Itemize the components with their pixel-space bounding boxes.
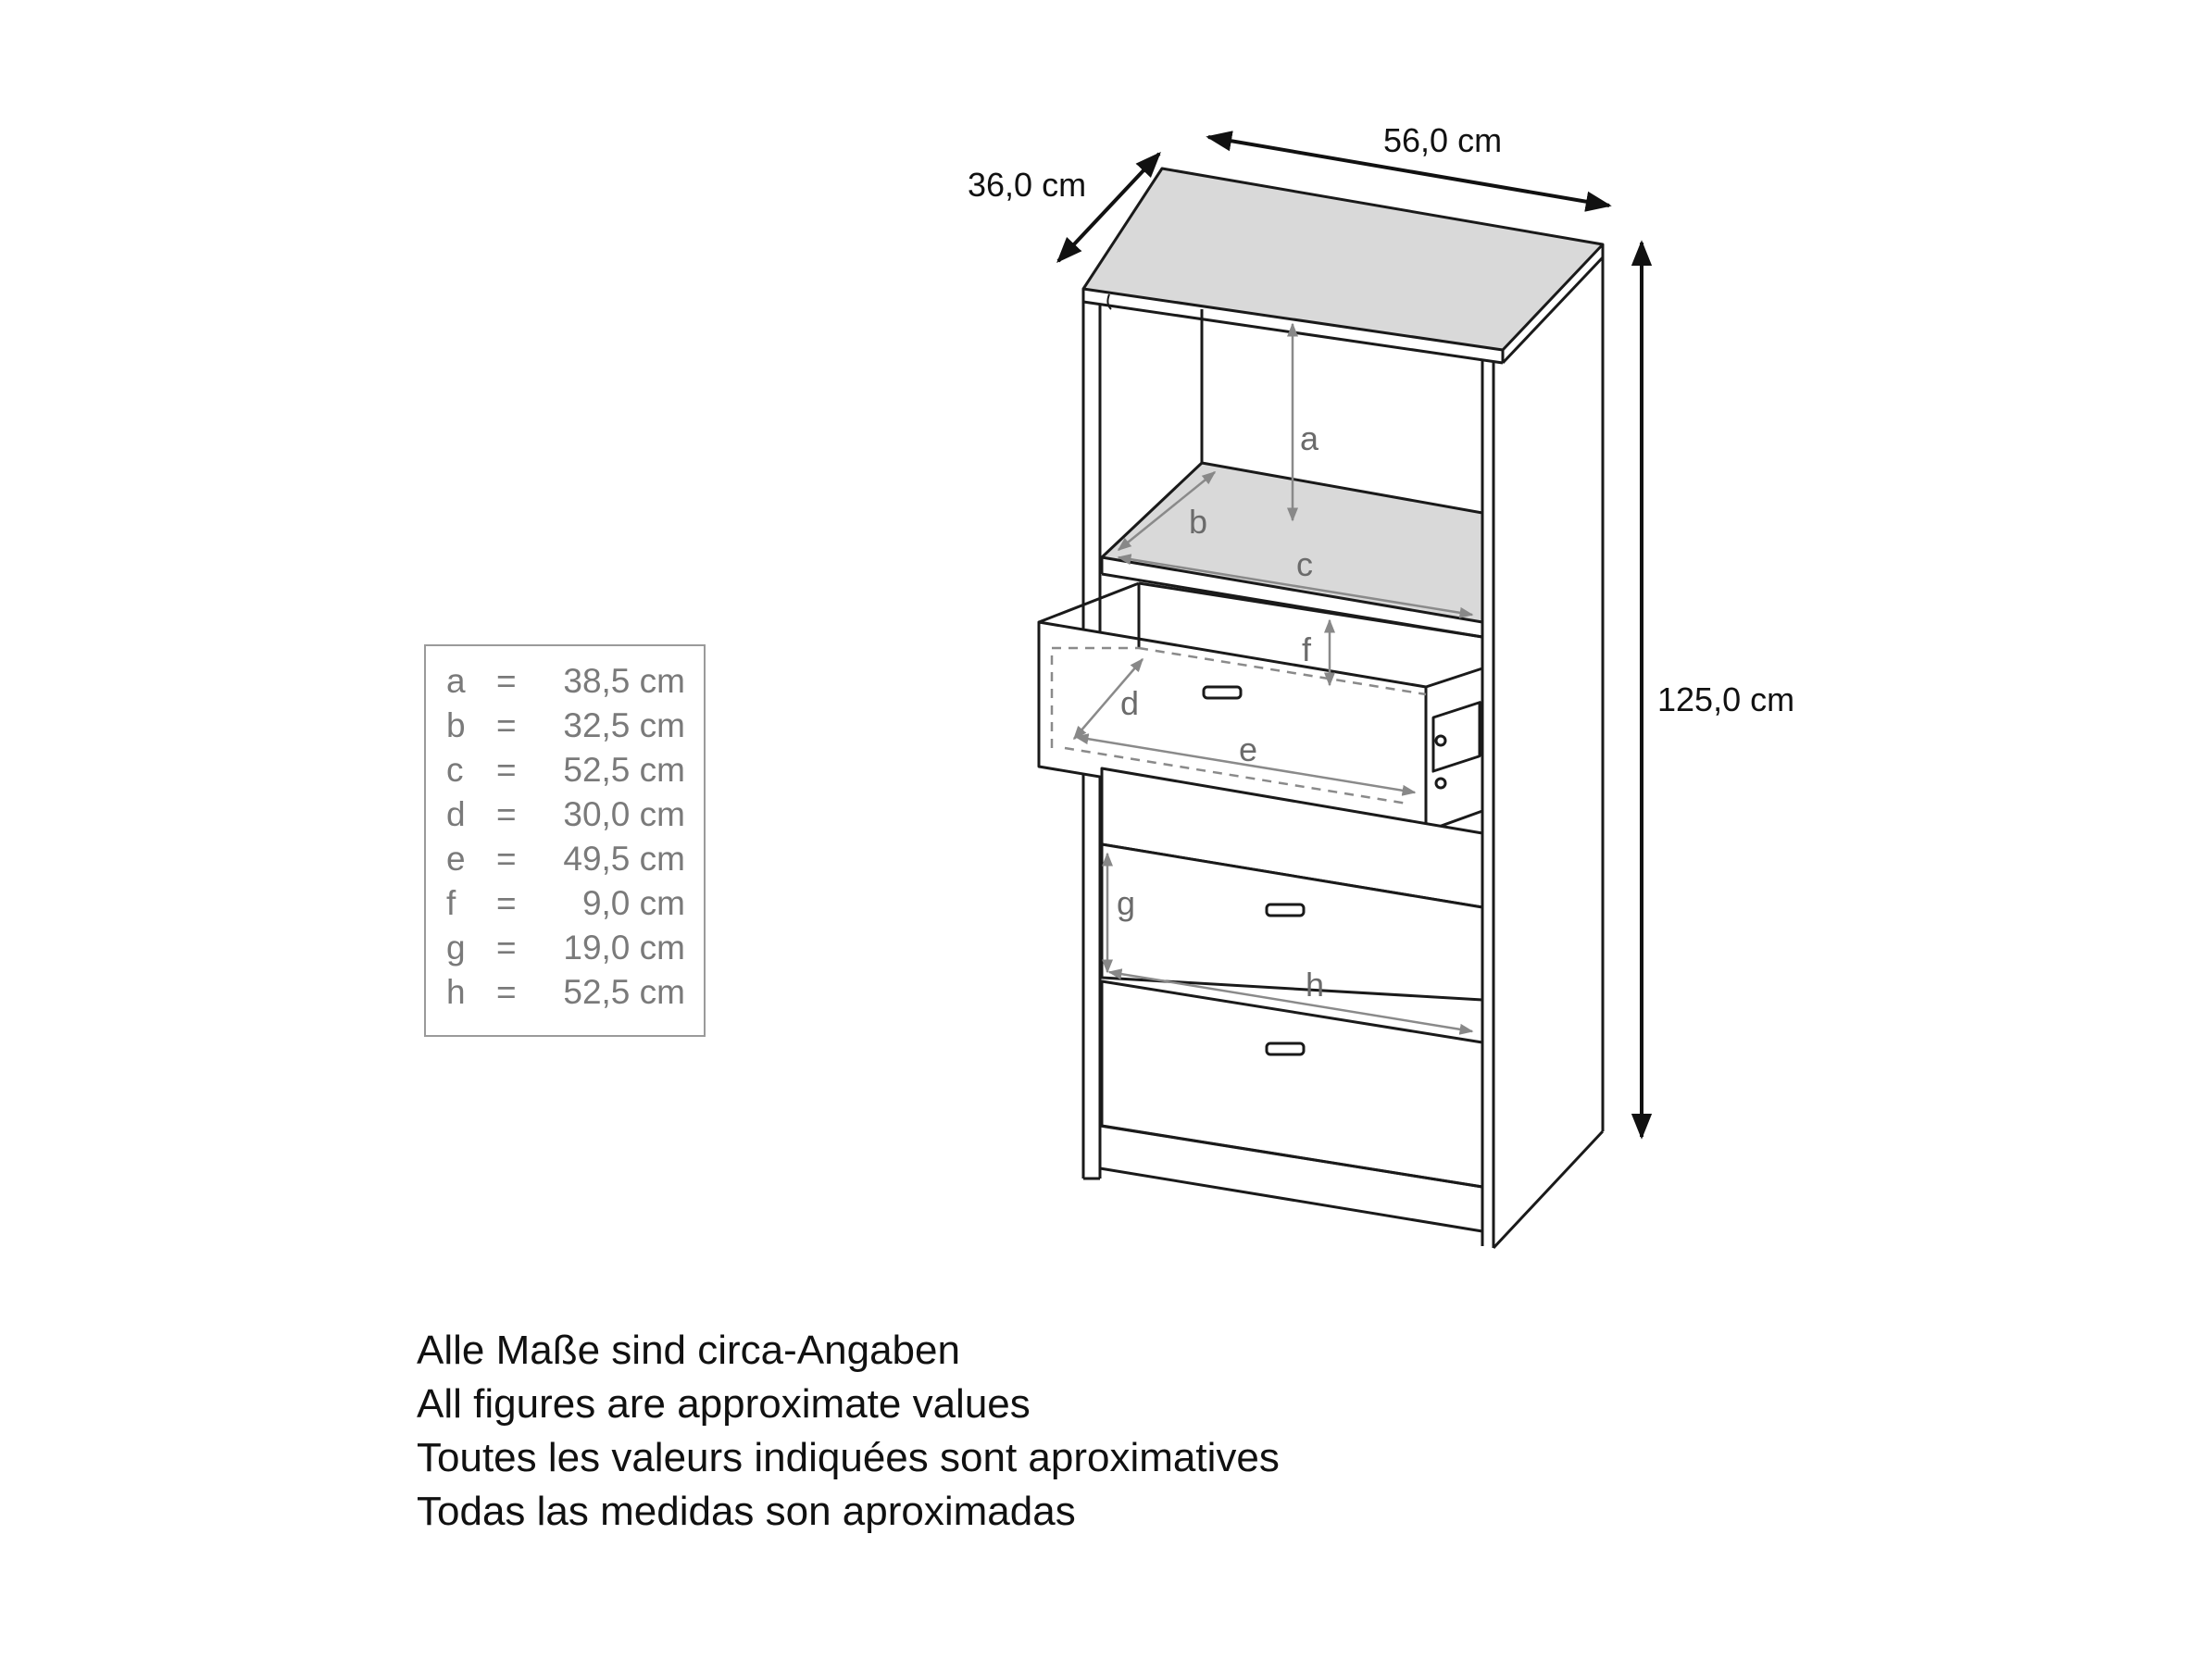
height-label: 125,0 cm [1657, 680, 1795, 718]
handle-icon [1267, 1043, 1304, 1054]
width-label: 56,0 cm [1383, 121, 1503, 159]
legend-row: b = 32,5 cm [446, 706, 685, 744]
inner-label-f: f [1302, 630, 1312, 668]
legend-row: c = 52,5 cm [446, 751, 685, 789]
top-panel [1083, 168, 1603, 350]
inner-label-d: d [1120, 684, 1140, 722]
inner-label-a: a [1300, 419, 1319, 457]
note-spanish: Todas las medidas son aproximadas [417, 1489, 1076, 1534]
legend-row: f = 9,0 cm [446, 884, 685, 922]
handle-icon [1204, 687, 1241, 698]
legend-row: e = 49,5 cm [446, 840, 685, 878]
inner-label-b: b [1189, 503, 1208, 541]
dimension-legend [424, 644, 706, 1037]
legend-row: h = 52,5 cm [446, 973, 685, 1011]
note-german: Alle Maße sind circa-Angaben [417, 1328, 960, 1373]
legend-row: a = 38,5 cm [446, 662, 685, 700]
legend-row: d = 30,0 cm [446, 795, 685, 833]
inner-label-h: h [1306, 966, 1325, 1004]
depth-label: 36,0 cm [968, 166, 1087, 204]
note-french: Toutes les valeurs indiquées sont aproximatives [417, 1435, 1280, 1480]
inner-label-e: e [1239, 730, 1258, 768]
inner-label-g: g [1117, 884, 1136, 922]
handle-icon [1267, 904, 1304, 916]
legend-row: g = 19,0 cm [446, 929, 685, 967]
note-english: All figures are approximate values [417, 1381, 1031, 1427]
inner-label-c: c [1296, 545, 1313, 583]
approximate-values-notes [417, 1324, 1528, 1539]
